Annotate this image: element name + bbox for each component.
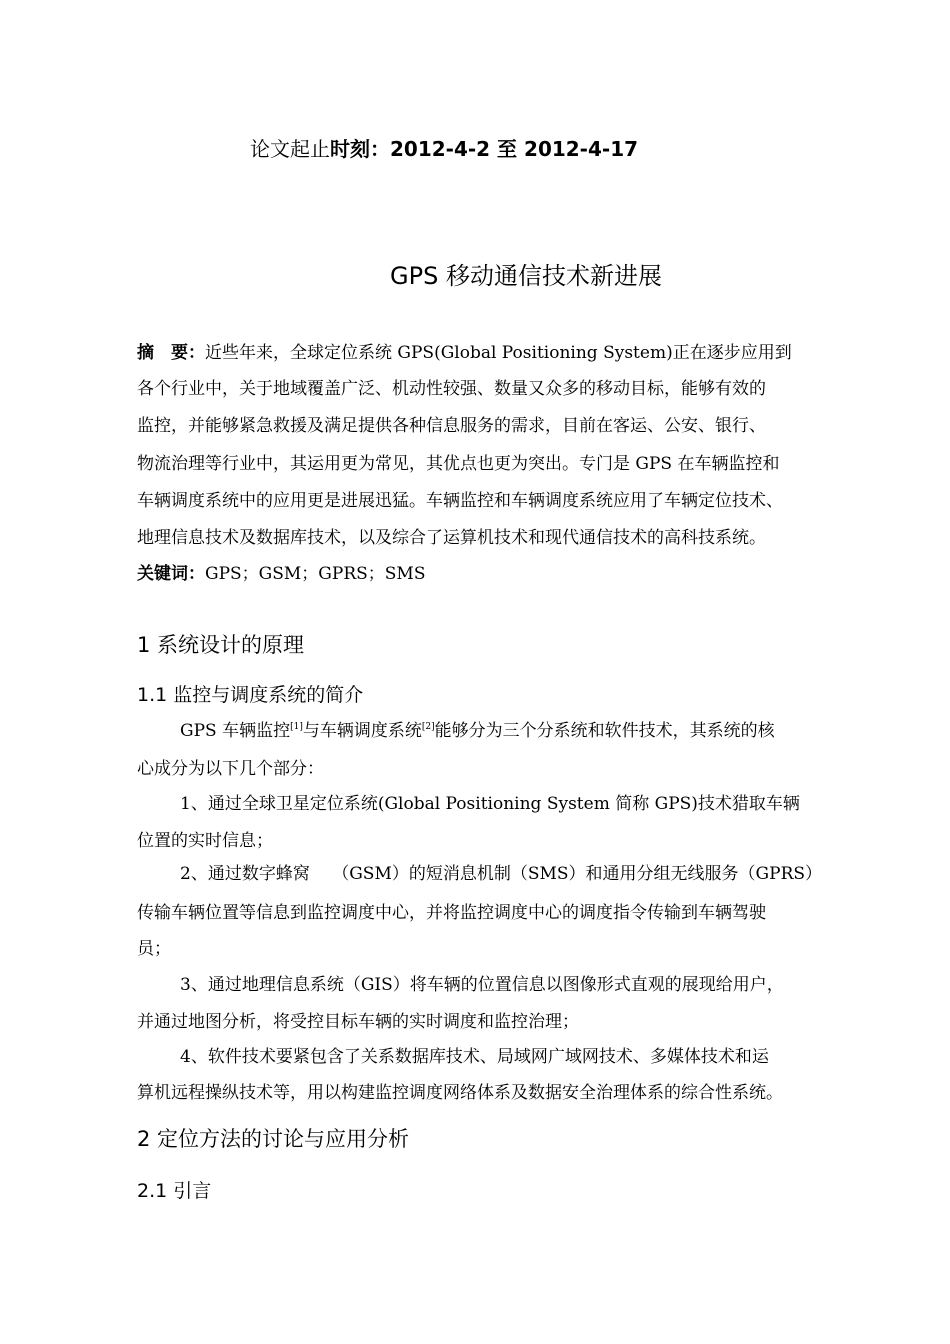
abstract-line-4: 物流治理等行业中，其运用更为常见，其优点也更为突出。专门是 GPS 在车辆监控和 xyxy=(137,454,780,474)
item-3-line-2: 并通过地图分析，将受控目标车辆的实时调度和监控治理； xyxy=(137,1012,579,1032)
abstract-line-1 xyxy=(137,341,792,365)
keywords-value: GPS；GSM；GPRS；SMS xyxy=(205,564,426,584)
section-1-1-heading: 1.1 监控与调度系统的简介 xyxy=(137,684,364,706)
paper-title: GPS 移动通信技术新进展 xyxy=(390,262,662,290)
item-1-line-2: 位置的实时信息； xyxy=(137,831,273,851)
ref-2[interactable]: [2] xyxy=(421,722,435,732)
abstract-label: 摘 要： xyxy=(137,343,205,363)
item-4-line-2: 算机远程操纵技术等，用以构建监控调度网络体系及数据安全治理体系的综合性系统。 xyxy=(137,1083,783,1103)
abstract-line-3: 监控，并能够紧急救援及满足提供各种信息服务的需求，目前在客运、公安、银行、 xyxy=(137,416,766,436)
abstract-line-2: 各个行业中，关于地域覆盖广泛、机动性较强、数量又众多的移动目标，能够有效的 xyxy=(137,379,766,399)
item-2-line-1: 2、通过数字蜂窝 （GSM）的短消息机制（SMS）和通用分组无线服务（GPRS） xyxy=(180,864,823,884)
paper-time-range xyxy=(250,134,638,164)
intro-line-1 xyxy=(180,719,775,743)
intro-text-a: GPS 车辆监控 xyxy=(180,721,291,741)
intro-text-b: 与车辆调度系统 xyxy=(302,721,422,741)
abstract-text-1: 近些年来，全球定位系统 GPS(Global Positioning System)正在逐步应用到 xyxy=(205,343,792,363)
time-label: 论文起止 xyxy=(250,137,330,161)
intro-text-c: 能够分为三个分系统和软件技术，其系统的核 xyxy=(434,721,775,741)
keywords-label: 关键词： xyxy=(137,564,205,584)
item-3-line-1: 3、通过地理信息系统（GIS）将车辆的位置信息以图像形式直观的展现给用户， xyxy=(180,975,784,995)
ref-1[interactable]: [1] xyxy=(290,722,303,732)
intro-line-2: 心成分为以下几个部分： xyxy=(137,759,324,779)
time-label-bold: 时刻： xyxy=(330,137,390,161)
item-4-line-1: 4、软件技术要紧包含了关系数据库技术、局域网广域网技术、多媒体技术和运 xyxy=(180,1047,769,1067)
item-1-line-1: 1、通过全球卫星定位系统(Global Positioning System 简称 GPS)技术猎取车辆 xyxy=(180,794,800,814)
time-range-value: 2012-4-2 至 2012-4-17 xyxy=(390,137,639,161)
item-2-line-3: 员； xyxy=(137,939,171,959)
abstract-line-6: 地理信息技术及数据库技术，以及综合了运算机技术和现代通信技术的高科技系统。 xyxy=(137,528,766,548)
section-2-heading: 2 定位方法的讨论与应用分析 xyxy=(137,1127,410,1151)
keywords-line xyxy=(137,562,425,586)
section-2-1-heading: 2.1 引言 xyxy=(137,1180,212,1202)
item-2-line-2: 传输车辆位置等信息到监控调度中心，并将监控调度中心的调度指令传输到车辆驾驶 xyxy=(137,903,766,923)
section-1-heading: 1 系统设计的原理 xyxy=(137,633,305,657)
abstract-line-5: 车辆调度系统中的应用更是进展迅猛。车辆监控和车辆调度系统应用了车辆定位技术、 xyxy=(137,491,783,511)
